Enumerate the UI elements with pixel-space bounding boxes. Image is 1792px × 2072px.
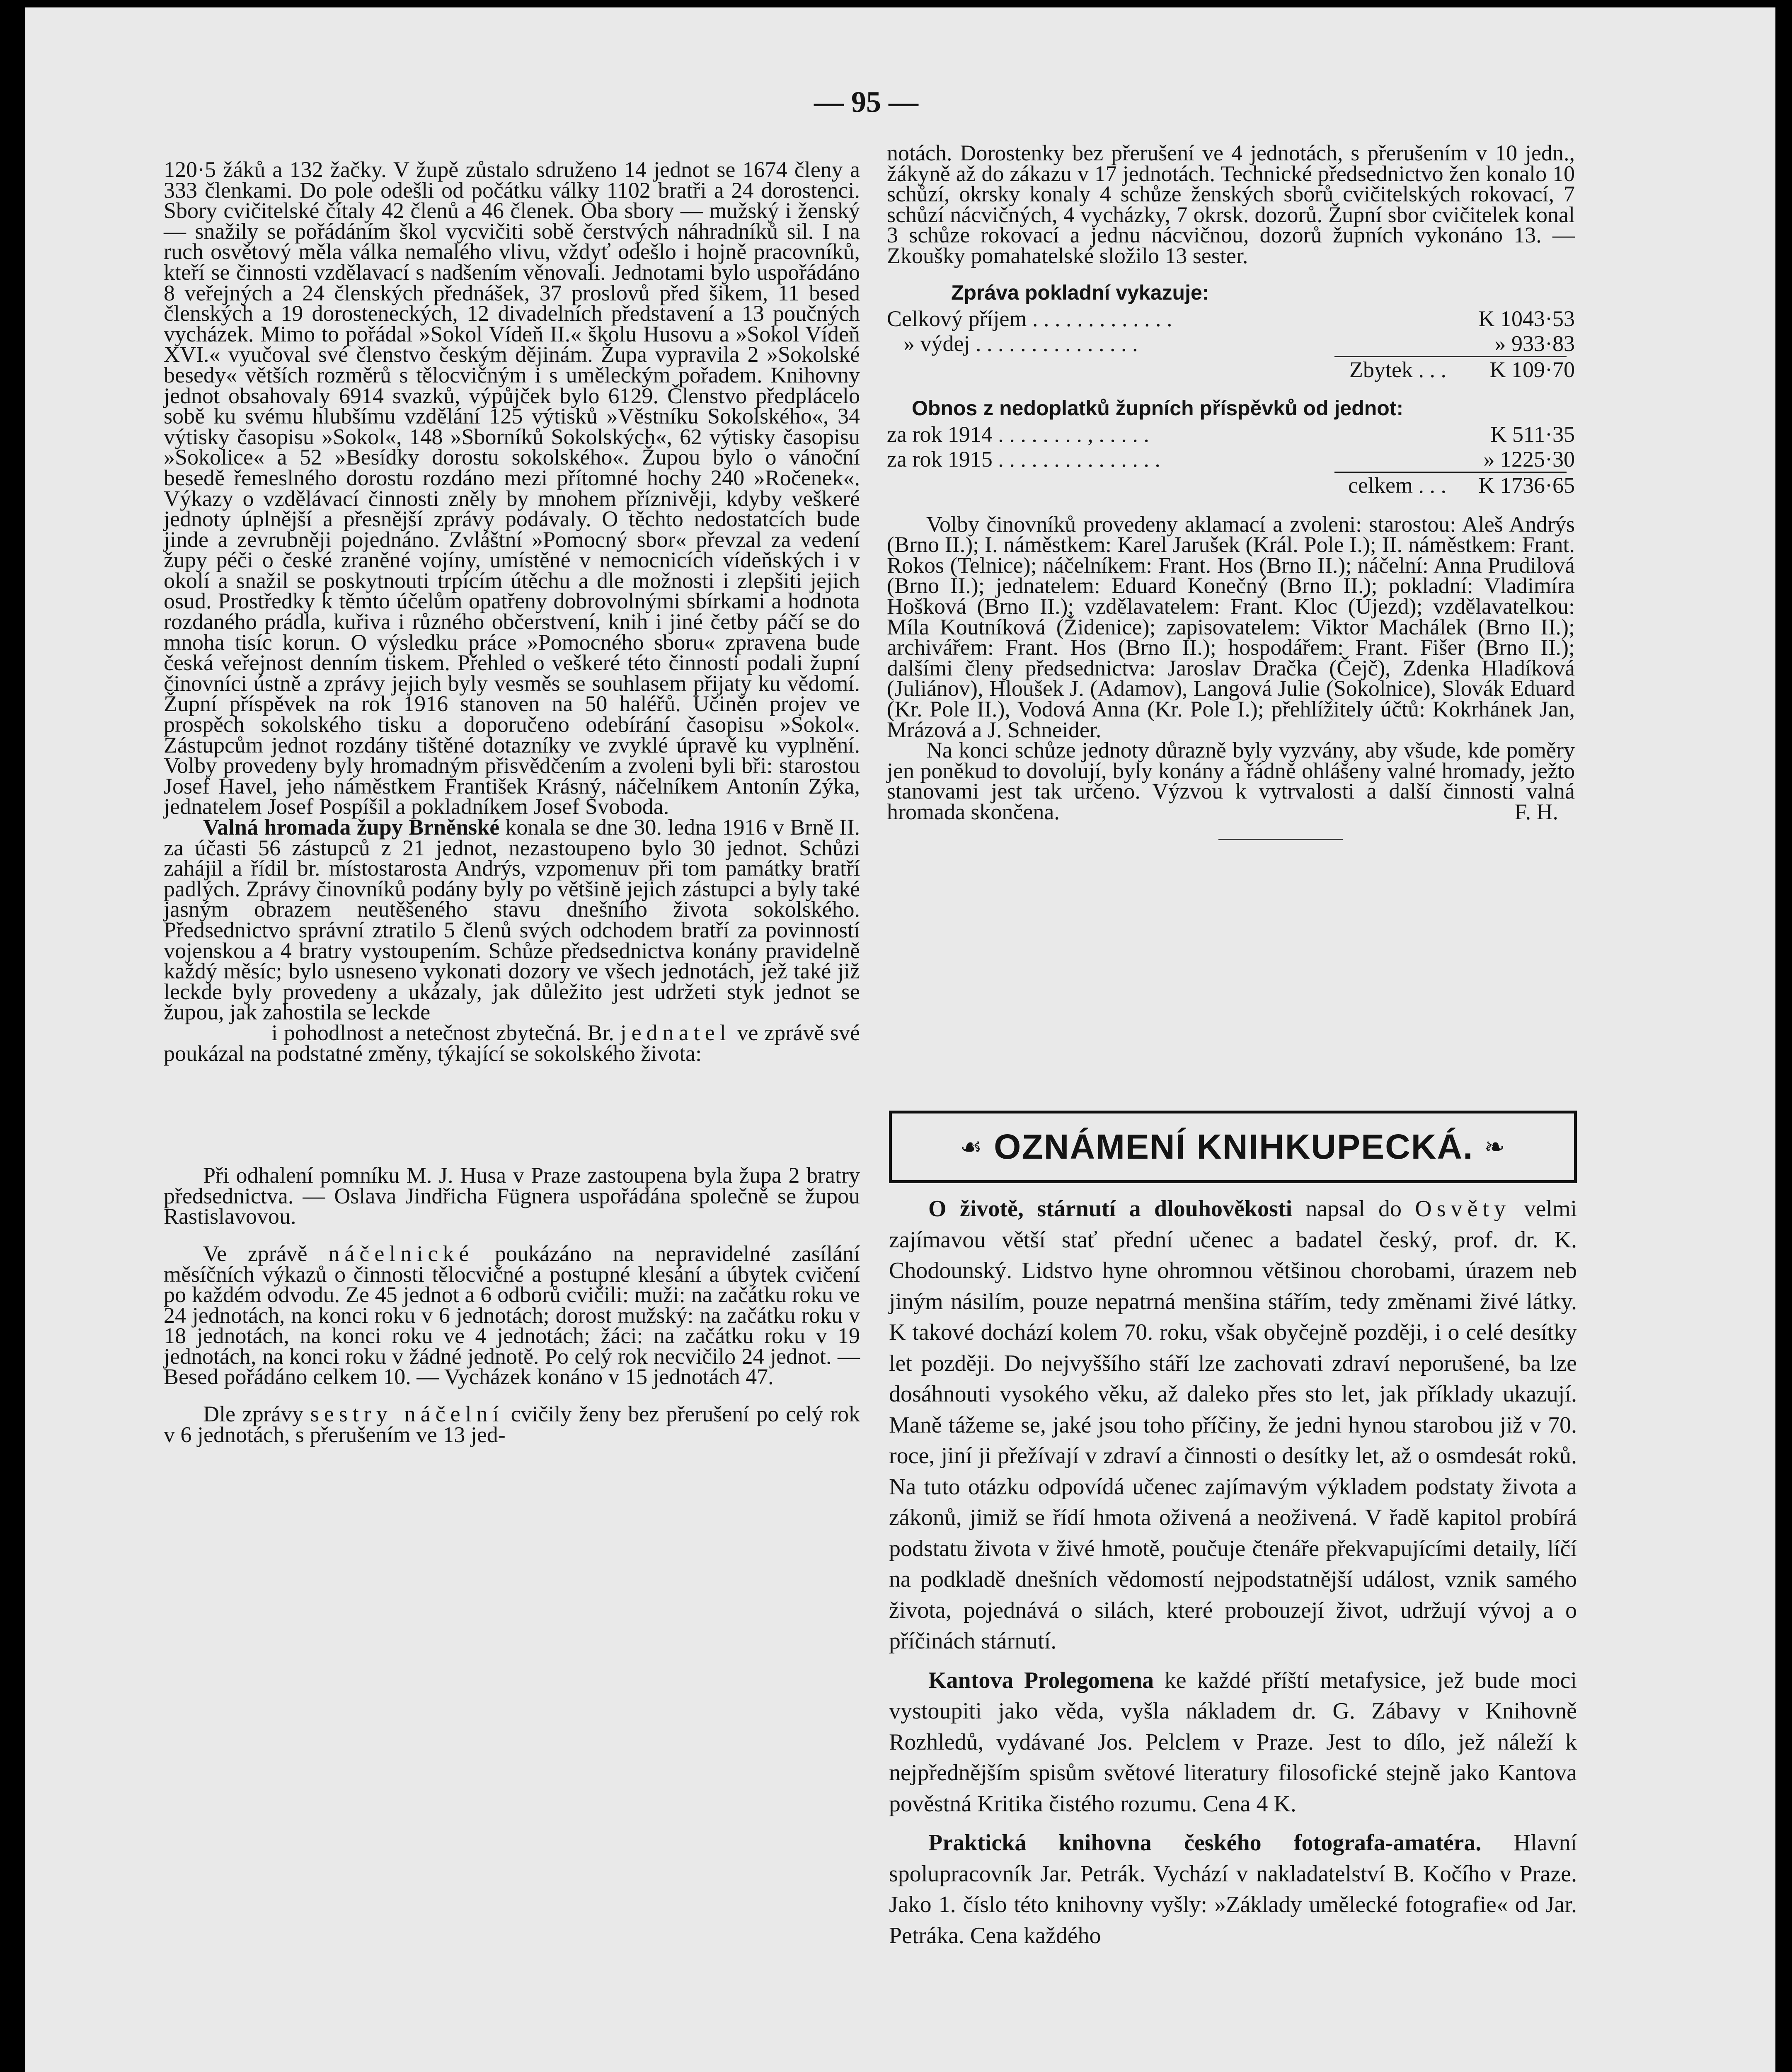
scan-border-top <box>0 0 1792 7</box>
journal-name-osveta: Osvěty <box>1415 1196 1511 1222</box>
arrears-report-title: Obnos z nedoplatků župních příspěvků od jednot: <box>912 396 1404 420</box>
banner-title: OZNÁMENÍ KNIHKUPECKÁ. <box>994 1127 1474 1166</box>
page-number: — 95 — <box>814 85 918 119</box>
scan-border-right <box>1775 0 1792 2072</box>
fin-row-income: Celkový příjem . . . . . . . . . . . . . K 1043·53 <box>887 306 1575 331</box>
secretary-report-spaced: jednatel <box>620 1020 731 1045</box>
announcement-photography-title: Praktická knihovna českého fotografa-amatéra. <box>928 1830 1482 1856</box>
arrears-row-1914: za rok 1914 . . . . . . . . , . . . . . K 511·35 <box>887 421 1575 447</box>
paragraph-chief-report <box>164 1241 860 1389</box>
paragraph-women-report <box>164 1404 860 1445</box>
treasurer-report <box>887 279 1575 382</box>
closing-text: Na konci schůze jednoty důrazně byly vyzvány, aby všude, kde poměry jen poněkud to dovolují, byly konány a řádně ohlášeny valné hromady, ježto stanovami jest tak určeno. Výzvou k vytrvalosti a další činnosti valná hromada skončena. <box>887 738 1575 824</box>
announcement-kant-title: Kantova Prolegomena <box>928 1667 1154 1693</box>
paragraph-secretary-report <box>164 1020 860 1066</box>
arrears-row-1915: za rok 1915 . . . . . . . . . . . . . . . » 1225·30 <box>887 446 1575 472</box>
scan-border-left <box>0 0 25 2072</box>
chief-report-text-a: Ve zprávě <box>203 1241 329 1266</box>
paragraph-brno-assembly <box>164 817 860 1023</box>
fin-row-expense: » výdej . . . . . . . . . . . . . . . » 933·83 <box>903 331 1575 356</box>
paragraph-elections: Volby činovníků provedeny aklamací a zvoleni: starostou: Aleš Andrýs (Brno II.); I. náměstkem: Karel Jarušek (Král. Pole I.); II. náměstkem: Frant. Rokos (Telnice); náčelníkem: Frant. Hos (Brno II.); náčelní: Anna Prudilová (Brno II.); jednatelem: Eduard Konečný (Brno II.); pokladní: Vladimíra Hošková (Brno II.); vzdělavatelem: Frant. Kloc (Újezd); vzdělavatelkou: Míla Koutníková (Židenice); zapisovatelem: Viktor Machálek (Brno II.); archivářem: Frant. Hos (Brno II.); hospodářem: Frant. Fišer (Brno II.); dalšími členy předsednictva: Jaroslav Dračka (Čejč), Zdenka Hladíková (Juliánov), Hloušek J. (Adamov), Langová Julie (Sokolnice), Slovák Eduard (Kr. Pole II.), Vodová Anna (Kr. Pole I.); přehlížitely účtů: Kokrhánek Jan, Mrázová a J. Schneider. <box>887 511 1575 742</box>
bookseller-announcements-banner <box>889 1111 1577 1183</box>
paragraph-women-continued: notách. Dorostenky bez přerušení ve 4 jednotách, s přerušením v 10 jedn., žákyně až do zákazu v 17 jednotách. Technické předsednictvo žen konalo 10 schůzí, okrsky konaly 4 schůze ženských sborů cvičitelských rokovací, 7 schůzí nácvičných, 4 vycházky, 7 okrsk. dozorů. Župní sbor cvičitelek konal 3 schůze rokovací a jednu nácvičnou, dozorů župních vykonáno 13. — Zkoušky pomahatelské složilo 13 sester. <box>887 140 1575 268</box>
announcement-life-aging-title: O životě, stárnutí a dlouhověkosti <box>928 1196 1293 1222</box>
women-report-spaced: sestry náčelní <box>310 1402 504 1427</box>
left-column <box>164 157 860 1447</box>
announcement-kant-prolegomena: Kantova Prolegomena ke každé příští metafysice, jež bude moci vystoupiti jako věda, vyšla nákladem dr. G. Zábavy v Knihovně Rozhledů, vydávané Jos. Pelclem v Praze. Jest to dílo, jež náleží k nejpřednějším spisům světové literatury filosofické stejně jako Kantova pověstná Kritika čistého rozumu. Cena 4 K. <box>889 1667 1577 1817</box>
announcement-photography-library: Praktická knihovna českého fotografa-amatéra. Hlavní spolupracovník Jar. Petrák. Vychází v nakladatelství B. Kočího v Praze. Jako 1. číslo této knihovny vyšly: »Základy umělecké fotografie« od Jar. Petráka. Cena každého <box>889 1830 1577 1949</box>
paragraph-brno-assembly-text: konala se dne 30. ledna 1916 v Brně II. za účasti 56 zástupců z 21 jednot, nezastoupeno bylo 30 jednot. Schůzi zahájil a řídil br. místostarosta Andrýs, vzpomenuv při tom památky bratří padlých. Zprávy činovníků podány byly po většině jejich zástupci a byly také jasným obrazem neutěšeného stavu dnešního života sokolského. Předsednictvo správní ztratilo 5 členů svých odchodem bratří za povinností vojenskou a 4 bratry vystoupením. Schůze předsednictva konány pravidelně každý měsíc; bylo usneseno vykonati dozory ve všech jednotách, jež také již leckde byly provedeny a ukázaly, jak důležito jest udržeti styk jednot se župou, jak zahostila se leckde <box>164 815 860 1025</box>
arrears-row-total: celkem . . . K 1736·65 <box>1348 472 1575 498</box>
secretary-report-text-b: ve zprávě své poukázal na podstatné změny, týkající se sokolského života: <box>164 1020 860 1066</box>
fin-row-balance: Zbytek . . . K 109·70 <box>1349 357 1575 382</box>
ornament-left-icon: ☙ <box>960 1133 983 1161</box>
signature: F. H. <box>1514 799 1558 824</box>
bookseller-announcements <box>889 1193 1577 1951</box>
right-column <box>887 140 1575 857</box>
heading-brno-assembly: Valná hromada župy Brněnské <box>203 815 500 840</box>
paragraph-hus-monument: Při odhalení pomníku M. J. Husa v Praze zastoupena byla župa 2 bratry předsednictva. — Oslava Jindřicha Fügnera uspořádána společně se župou Rastislavovou. <box>164 1163 860 1229</box>
chief-report-text-b: poukázáno na nepravidelné zasílání měsíčních výkazů o činnosti tělocvičné a postupné klesání a úbytek cvičení po každém odvodu. Ze 45 jednot a 6 odborů cvičili: muži: na začátku roku ve 24 jednotách, na konci roku v 6 jednotách; dorost mužský: na začátku roku v 18 jednotách, na konci roku ve 4 jednotách; žáci: na začátku roku v 19 jednotách, na konci roku v žádné jednotě. Po celý rok necvičilo 24 jednot. — Besed pořádáno celkem 10. — Vycházek konáno v 15 jednotách 47. <box>164 1241 860 1389</box>
paragraph-school-statistics: 120·5 žáků a 132 žačky. V župě zůstalo sdruženo 14 jednot se 1674 členy a 333 členkami. Do pole odešli od počátku války 1102 bratři a 24 dorostenci. Sbory cvičitelské čítaly 42 členů a 46 členek. Oba sbory — mužský i ženský — snažily se pořádáním škol vycvičiti sobě čerstvých náhradníků sil. I na ruch osvětový měla válka nemalého vlivu, vždyť odešlo i hojně pracovníků, kteří se činnosti vzdělavací s nadšením věnovali. Jednotami bylo uspořádáno 8 veřejných a 24 členských přednášek, 37 proslovů před šikem, 11 besed členských a 19 dorosteneckých, 12 divadelních představení a 13 poučných vycházek. Mimo to pořádal »Sokol Vídeň II.« školu Husovu a »Sokol Vídeň XVI.« vyučoval své členstvo českým dějinám. Župa vypravila 2 »Sokolské besedy« větších rozměrů s tělocvičným i s uměleckým pořadem. Knihovny jednot obsahovaly 6914 svazků, výpůjček bylo 6129. Členstvo předplácelo sobě ku svému hlubšímu vzdělání 125 výtisků »Věstníku Sokolského«, 34 výtisky časopisu »Sokol«, 148 »Sborníků Sokolských«, 62 výtisky časopisu »Sokolice« a 52 »Besídky dorostu sokolského«. Župou bylo o vánoční besedě řemeslného dorostu rozdáno mezi přítomné hochy 240 »Ročenek«. Výkazy o vzdělávací činnosti zněly by mnohem příznivěji, kdyby veškeré jednoty úplnější a přesnější zprávy podávaly. O těchto nedostatcích bude jinde a zevrubněji pojednáno. Zvláštní »Pomocný sbor« převzal za vedení župy péči o české zraněné vojíny, umístěné v nemocnicích vídeňských i v okolí a snažil se poskytnouti trpícím útěchu a dle možnosti i zlepšiti jejich osud. Prostředky k těmto účelům opatřeny dobrovolnými sbírkami a hodnota rozdaného prádla, kuřiva i různého občerstvení, knih i jiné četby páčí se do mnoha tisíc korun. O výsledku práce »Pomocného sboru« zpravena bude česká veřejnost denním tiskem. Přehled o veškeré této činnosti podali župní činovníci ústně a zprávy jejich byly vesměs se souhlasem přijaty ku vědomí. Župní příspěvek na rok 1916 stanoven na 50 haléřů. Učiněn projev ve prospěch sokolského tisku a doporučeno odebírání časopisu »Sokol«. Zástupcům jednot rozdány tištěné dotazníky ve zvyklé úpravě ku vyplnění. Volby provedeny byly hromadným přisvědčením a zvoleni byli bři: starostou Josef Havel, jeho náměstkem František Krásný, náčelníkem Antonín Zýka, jednatelem Josef Pospíšil a pokladníkem Josef Svoboda. <box>164 157 860 819</box>
women-report-text-a: Dle zprávy <box>203 1402 310 1427</box>
chief-report-spaced: náčelnické <box>328 1241 474 1266</box>
ornament-right-icon: ❧ <box>1484 1133 1506 1161</box>
women-report-text-b: cvičily ženy bez přerušení po celý rok v 6 jednotách, s přerušením ve 13 jed- <box>164 1402 860 1447</box>
treasurer-report-title: Zpráva pokladní vykazuje: <box>951 281 1209 304</box>
secretary-report-text-a: i pohodlnost a netečnost zbytečná. Br. <box>271 1020 620 1045</box>
section-divider <box>1218 839 1343 840</box>
announcement-life-aging: O životě, stárnutí a dlouhověkosti napsal do Osvěty velmi zajímavou větší stať přední učenec a badatel český, prof. dr. K. Chodounský. Lidstvo hyne ohromnou většinou chorobami, úrazem neb jiným násilím, pouze nepatrná menšina stářím, tedy změnami živé látky. K takové dochází kolem 70. roku, však obyčejně později, i o celé desítky let později. Do nejvyššího stáří lze zachovati zdraví neporušené, ba lze dosáhnouti vysokého věku, až daleko přes sto let, jak příklady ukazují. Maně tážeme se, jaké jsou toho příčiny, že jedni hynou starobou již v 70. roce, jiní ji přežívají v zdraví a činnosti o desítky let, až o osmdesát roků. Na tuto otázku odpovídá učenec zajímavým výkladem podstaty života a zákonů, jimiž se řídí hmota oživená a neoživená. V řadě kapitol probírá podstatu života v živé hmotě, poučuje čtenáře překvapujícími detaily, líčí na podkladě dnešních vědomostí nejpodstatnější událost, vznik samého života, pojednává o silách, které probouzejí život, udržují vývoj a o příčinách stárnutí. <box>889 1196 1577 1654</box>
paragraph-closing <box>887 740 1575 822</box>
arrears-report <box>887 395 1575 498</box>
